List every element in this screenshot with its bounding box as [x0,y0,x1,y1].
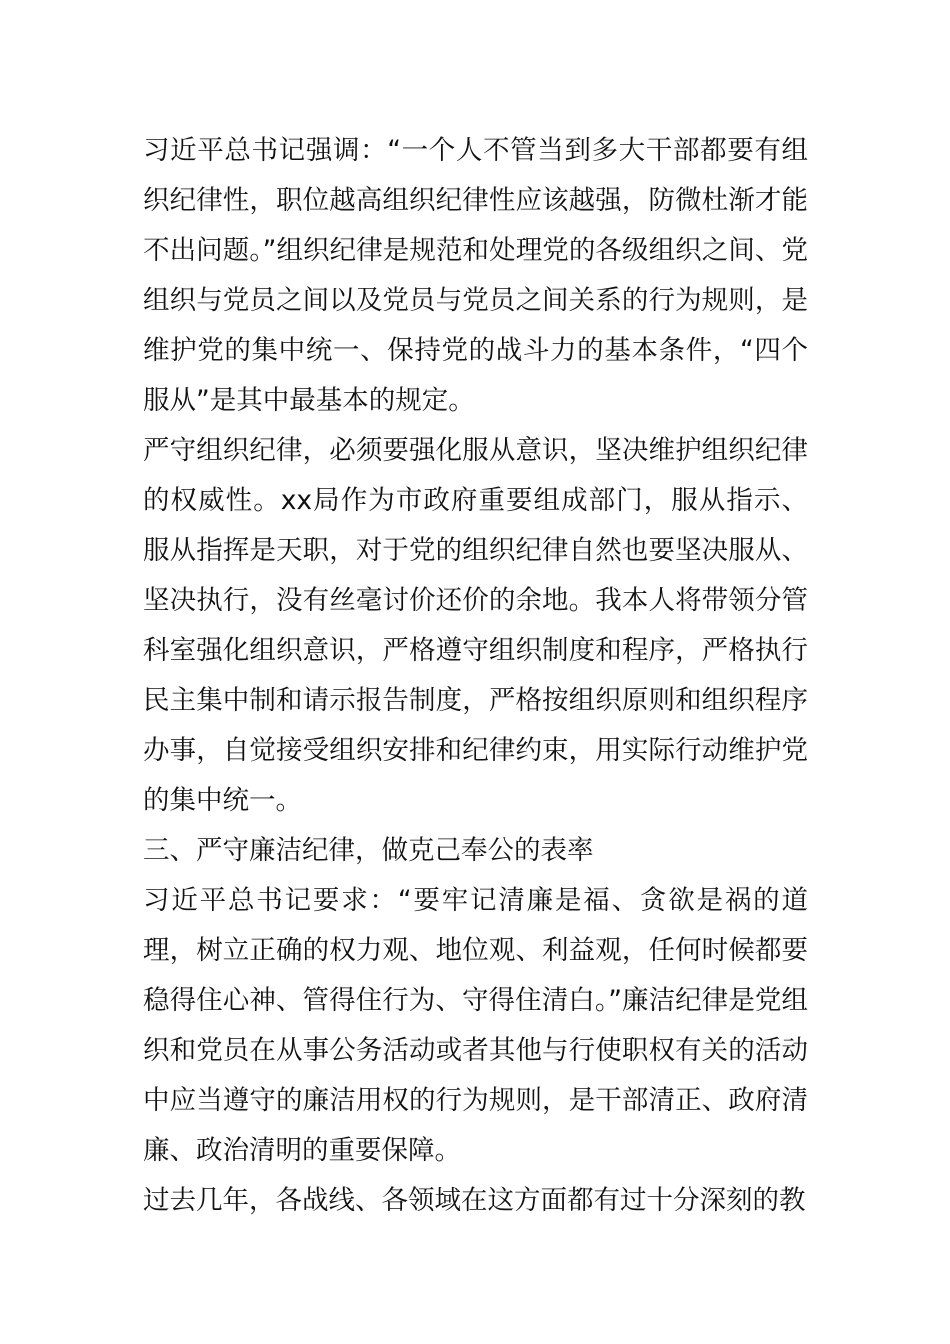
paragraph-organizational-discipline-quote: 习近平总书记强调：“一个人不管当到多大干部都要有组织纪律性，职位越高组织纪律性应该越强，防微杜渐才能不出问题。”组织纪律是规范和处理党的各级组织之间、党组织与党员之间以及党员与党员之间关系的行为规则，是维护党的集中统一、保持党的战斗力的基本条件，“四个服从”是其中最基本的规定。 [143,135,808,416]
paragraph-integrity-quote: 习近平总书记要求：“要牢记清廉是福、贪欲是祸的道理，树立正确的权力观、地位观、利益观，任何时候都要稳得住心神、管得住行为、守得住清白。”廉洁纪律是党组织和党员在从事公务活动或者其他与行使职权有关的活动中应当遵守的廉洁用权的行为规则，是干部清正、政府清廉、政治清明的重要保障。 [143,885,808,1166]
document-body [143,126,808,1226]
paragraph-past-lessons: 过去几年，各战线、各领域在这方面都有过十分深刻的教 [143,1185,806,1216]
section-heading-integrity-discipline: 三、严守廉洁纪律，做克己奉公的表率 [143,835,594,866]
paragraph-obedience-awareness: 严守组织纪律，必须要强化服从意识，坚决维护组织纪律的权威性。xx局作为市政府重要组成部门，服从指示、服从指挥是天职，对于党的组织纪律自然也要坚决服从、坚决执行，没有丝毫讨价还价的余地。我本人将带领分管科室强化组织意识，严格遵守组织制度和程序，严格执行民主集中制和请示报告制度，严格按组织原则和组织程序办事，自觉接受组织安排和纪律约束，用实际行动维护党的集中统一。 [143,435,808,816]
